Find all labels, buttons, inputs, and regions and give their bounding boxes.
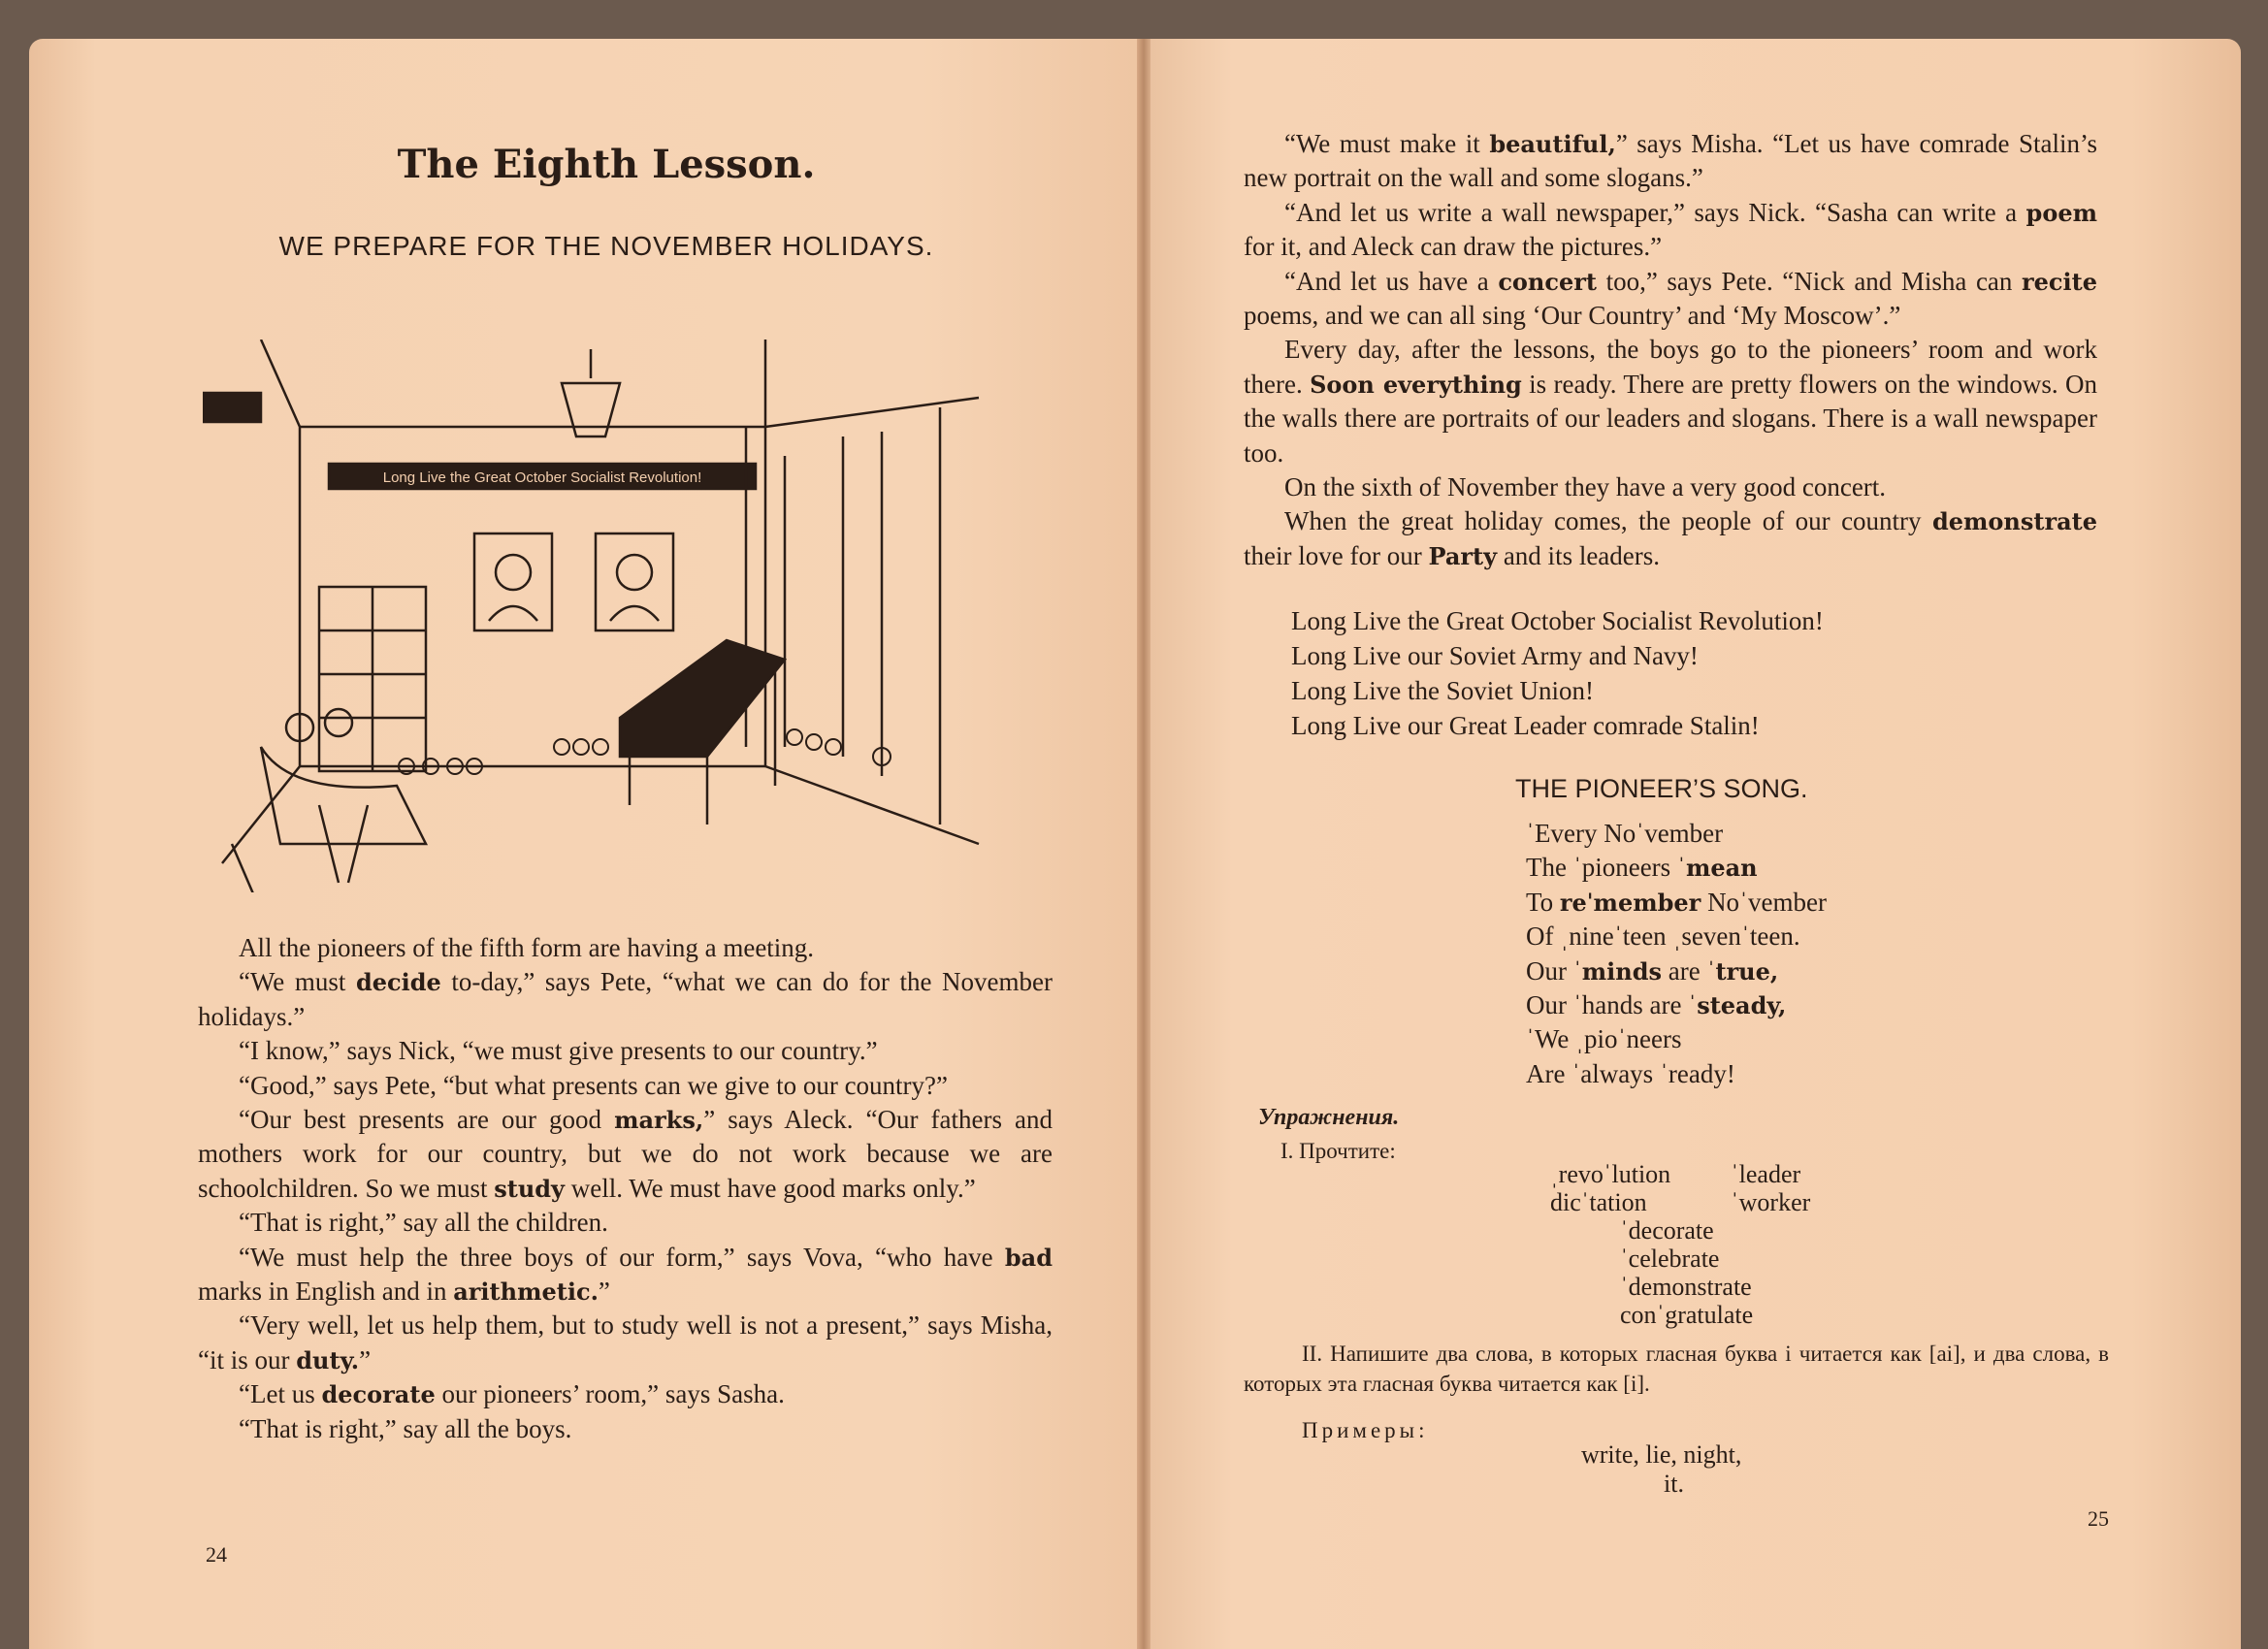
paragraph [198,965,1053,1034]
bold-keyword: marks, [614,1106,704,1135]
paragraph [198,1241,1053,1310]
text-run: are ˈ [1662,955,1716,986]
text-run: and its leaders. [1497,540,1661,570]
page-number-left: 24 [206,1542,227,1567]
song-line [1526,1057,1827,1091]
bold-keyword: arithmetic. [453,1277,599,1307]
bold-keyword: poem [2025,198,2097,227]
text-run: for it, and Aleck can draw the pictures.” [1244,232,1663,262]
text-run: Of ˌnineˈteen ˌsevenˈteen. [1526,922,1800,952]
paragraph [1244,265,2097,334]
word-item: ˈleader [1731,1160,1801,1188]
text-run: ” [598,1277,610,1307]
left-page-text [198,931,1053,1446]
text-run: “Very well, let us help them, but to study well is not a present,” says Misha, “it is our [198,1310,1053,1374]
bold-keyword: study [494,1174,565,1203]
bold-keyword: steady, [1697,991,1787,1020]
classroom-illustration [203,340,1008,892]
text-run: Every day, after the lessons, the boys go to the pioneers’ room and work there. [1244,335,2097,399]
bold-keyword: bad [1004,1243,1053,1272]
word-item: ˌrevoˈlution [1550,1160,1671,1188]
examples-label: Примеры: [1302,1418,1429,1442]
paragraph [198,1377,1053,1411]
paragraph [198,1103,1053,1206]
text-run: “That is right,” say all the children. [239,1208,608,1238]
bold-keyword: concert [1498,267,1597,296]
text-run: ˈEvery Noˈvember [1526,819,1724,848]
text-run: our pioneers’ room,” says Sasha. [435,1379,785,1409]
banner-slogan: Long Live the Great October Socialist Revolution! [382,469,702,486]
bold-keyword: mean [1685,854,1758,883]
text-run: ” [359,1344,372,1374]
text-run: Are ˈalways ˈready! [1526,1058,1735,1088]
text-run: “Good,” says Pete, “but what presents can we give to our country?” [239,1070,949,1100]
text-run: marks in English and in [198,1277,454,1307]
text-run: On the sixth of November they have a very good concert. [1284,472,1887,502]
slogans-list [1291,603,1824,743]
examples-words: write, lie, night, [1581,1440,1742,1469]
bold-keyword: reˈmember [1559,888,1701,917]
bold-keyword: decide [355,968,441,997]
paragraph [198,1412,1053,1446]
text-run: too,” says Pete. “Nick and Misha can [1597,266,2022,296]
text-run: “We must [239,967,356,997]
song-lyrics [1526,817,1827,1091]
text-run: ˈWe ˌpioˈneers [1526,1024,1682,1054]
bold-keyword: Soon everything [1310,370,1522,399]
bold-keyword: demonstrate [1931,507,2097,536]
text-run: “We must make it [1284,129,1490,158]
text-run: All the pioneers of the fifth form are having a meeting. [239,933,815,962]
slogan-line: Long Live the Soviet Union! [1291,676,1594,705]
text-run: “Let us [239,1379,322,1409]
text-run: their love for our [1244,540,1429,570]
right-page-text [1244,127,2097,573]
text-run: poems, and we can all sing ‘Our Country’ and ‘My Moscow’.” [1244,301,1901,331]
text-run: When the great holiday comes, the people of our country [1284,506,1932,536]
bold-keyword: true, [1715,956,1779,986]
book-spine-gutter [1137,39,1150,1649]
examples-words-2: it. [1664,1470,1684,1498]
text-run: The ˈpioneers ˈ [1526,853,1686,883]
text-run: to-day,” says Pete, “what we can do for the November holidays.” [198,967,1053,1031]
text-run: “I know,” says Nick, “we must give presents to our country.” [239,1036,878,1066]
paragraph [198,1206,1053,1240]
text-run: ” says Misha. “Let us have comrade Stalin’s new portrait on the wall and some slogans.” [1244,129,2097,193]
paragraph [1244,333,2097,470]
song-line [1526,920,1827,954]
text-run: Our ˈhands are ˈ [1526,990,1698,1020]
word-item: dicˈtation [1550,1188,1647,1216]
lesson-subtitle: WE PREPARE FOR THE NOVEMBER HOLIDAYS. [278,231,934,261]
page-number-right: 25 [2088,1506,2109,1531]
song-title: THE PIONEER’S SONG. [1515,774,1808,803]
bold-keyword: beautiful, [1489,130,1616,158]
exercise-1-label: I. Прочтите: [1280,1139,1396,1163]
text-run: ” says Aleck. “Our fathers and mothers work for our country, but we do not work because we are schoolchildren. So we must [198,1105,1053,1203]
slogan-line: Long Live our Soviet Army and Navy! [1291,641,1699,670]
exercise-2-text: II. Напишите два слова, в которых гласная буква i читается как [ai], и два слова, в которых эта гласная буква читается как [i]. [1244,1342,2109,1396]
song-line [1526,851,1827,885]
text-run: Our ˈ [1526,955,1582,986]
paragraph [198,1034,1053,1068]
paragraph [1244,470,2097,504]
song-line [1526,1022,1827,1056]
paragraph [1244,127,2097,196]
lesson-title: The Eighth Lesson. [397,142,816,187]
bold-keyword: minds [1581,956,1662,986]
text-run: “And let us write a wall newspaper,” says Nick. “Sasha can write a [1284,197,2026,227]
slogan-line: Long Live our Great Leader comrade Stalin! [1291,711,1760,740]
paragraph [1244,196,2097,265]
word-item: ˈdecorate [1620,1216,1714,1245]
paragraph [198,1069,1053,1103]
exercise-1-column-1 [1550,1160,1670,1216]
song-line [1526,817,1827,851]
text-run: To [1526,887,1560,917]
paragraph [1244,504,2097,573]
paragraph [198,1309,1053,1377]
text-run: “That is right,” say all the boys. [239,1413,572,1443]
text-run: “Our best presents are our good [239,1105,615,1135]
text-run: “And let us have a [1284,266,1499,296]
word-item: conˈgratulate [1620,1301,1754,1329]
text-run: well. We must have good marks only.” [565,1173,976,1203]
song-line [1526,886,1827,920]
paragraph [198,931,1053,965]
bold-keyword: decorate [321,1380,436,1409]
word-item: ˈcelebrate [1620,1245,1720,1273]
word-item: ˈworker [1731,1188,1811,1216]
text-run: Noˈvember [1701,887,1828,917]
bold-keyword: Party [1428,541,1498,570]
word-item: ˈdemonstrate [1620,1273,1752,1301]
exercise-1-column-2 [1731,1160,1810,1216]
song-line [1526,988,1827,1022]
text-run: is ready. There are pretty flowers on the windows. On the walls there are portraits of our leaders and slogans. There is a wall newspaper too. [1244,369,2097,468]
bold-keyword: recite [2022,267,2097,296]
song-line [1526,954,1827,988]
text-run: “We must help the three boys of our form,” says Vova, “who have [239,1242,1005,1272]
exercises-heading: Упражнения. [1258,1105,1400,1130]
exercise-1-word-list [1620,1216,1753,1329]
slogan-line: Long Live the Great October Socialist Revolution! [1291,606,1824,635]
bold-keyword: duty. [296,1345,360,1374]
